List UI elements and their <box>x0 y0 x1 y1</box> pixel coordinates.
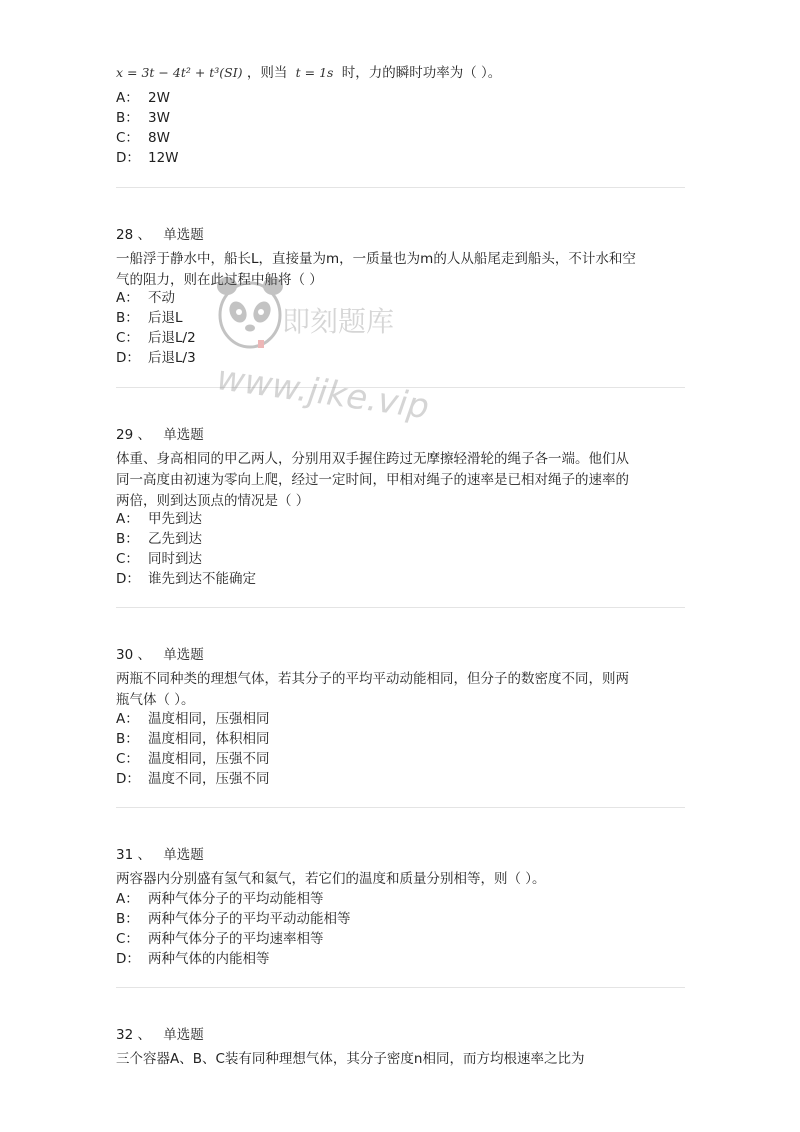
question-number: 31 、 <box>116 847 151 863</box>
question-30-option-b[interactable] <box>116 729 270 749</box>
question-30-stem <box>116 669 686 711</box>
option-text: 后退L <box>148 310 183 326</box>
question-29-header <box>116 425 204 445</box>
stem-line: 同一高度由初速为零向上爬，经过一定时间，甲相对绳子的速率是已相对绳子的速率的 <box>116 472 629 488</box>
intro-line <box>116 63 501 83</box>
question-number: 28 、 <box>116 227 151 243</box>
question-type: 单选题 <box>163 647 204 663</box>
option-key: D： <box>116 150 140 166</box>
stem-line: 瓶气体（ ）。 <box>116 692 195 708</box>
intro-mid-text: ，则当 <box>246 65 288 81</box>
intro-time: t = 1s <box>295 65 334 80</box>
option-text: 温度相同，体积相同 <box>148 731 270 747</box>
stem-line: 两倍，则到达顶点的情况是（ ） <box>116 493 310 509</box>
question-31-option-a[interactable] <box>116 889 324 909</box>
intro-tail: 时，力的瞬时功率为（ ）。 <box>341 65 502 81</box>
question-28-option-b[interactable] <box>116 308 183 328</box>
question-type: 单选题 <box>163 847 204 863</box>
watermark-brand: 即刻题库 <box>282 305 395 338</box>
option-key: B： <box>116 531 139 547</box>
intro-option-d[interactable] <box>116 148 179 168</box>
watermark <box>210 270 432 428</box>
question-30-option-c[interactable] <box>116 749 270 769</box>
question-30-header <box>116 645 204 665</box>
option-key: D： <box>116 350 140 366</box>
question-number: 32 、 <box>116 1027 151 1043</box>
question-number: 30 、 <box>116 647 151 663</box>
option-key: B： <box>116 110 139 126</box>
intro-option-a[interactable] <box>116 88 170 108</box>
option-text: 2W <box>148 90 170 106</box>
stem-line: 两容器内分别盛有氢气和氦气，若它们的温度和质量分别相等，则（ ）。 <box>116 871 546 887</box>
option-text: 不动 <box>148 290 175 306</box>
question-type: 单选题 <box>163 427 204 443</box>
option-key: A： <box>116 511 139 527</box>
option-key: A： <box>116 90 139 106</box>
intro-option-c[interactable] <box>116 128 170 148</box>
divider <box>116 387 685 388</box>
question-32-header <box>116 1025 204 1045</box>
watermark-url: www.jike.vip <box>214 358 432 428</box>
option-key: B： <box>116 911 139 927</box>
divider <box>116 607 685 608</box>
stem-line: 两瓶不同种类的理想气体，若其分子的平均平动动能相同，但分子的数密度不同，则两 <box>116 671 629 687</box>
option-key: A： <box>116 891 139 907</box>
divider <box>116 187 685 188</box>
option-key: C： <box>116 751 139 767</box>
question-31-option-c[interactable] <box>116 929 324 949</box>
question-31-stem <box>116 869 686 890</box>
question-30-option-a[interactable] <box>116 709 270 729</box>
question-type: 单选题 <box>163 227 204 243</box>
option-text: 两种气体的内能相等 <box>148 951 270 967</box>
question-29-option-d[interactable] <box>116 569 256 589</box>
option-text: 温度相同，压强相同 <box>148 711 270 727</box>
option-text: 后退L/2 <box>148 330 196 346</box>
option-text: 甲先到达 <box>148 511 202 527</box>
question-30-option-d[interactable] <box>116 769 270 789</box>
question-28-stem <box>116 249 686 291</box>
question-31-header <box>116 845 204 865</box>
option-key: C： <box>116 330 139 346</box>
option-text: 同时到达 <box>148 551 202 567</box>
option-key: A： <box>116 290 139 306</box>
question-32-stem <box>116 1049 686 1070</box>
question-29-stem <box>116 449 686 512</box>
option-text: 温度不同，压强不同 <box>148 771 270 787</box>
question-28-option-a[interactable] <box>116 288 175 308</box>
option-key: B： <box>116 731 139 747</box>
stem-line: 体重、身高相同的甲乙两人，分别用双手握住跨过无摩擦轻滑轮的绳子各一端。他们从 <box>116 451 629 467</box>
question-29-option-b[interactable] <box>116 529 202 549</box>
option-key: B： <box>116 310 139 326</box>
option-key: C： <box>116 551 139 567</box>
question-31-option-d[interactable] <box>116 949 270 969</box>
option-text: 后退L/3 <box>148 350 196 366</box>
question-28-option-d[interactable] <box>116 348 196 368</box>
question-29-option-a[interactable] <box>116 509 202 529</box>
stem-line: 一船浮于静水中，船长L，直接量为m，一质量也为m的人从船尾走到船头，不计水和空 <box>116 251 636 267</box>
option-key: A： <box>116 711 139 727</box>
option-text: 两种气体分子的平均平动动能相等 <box>148 911 351 927</box>
option-text: 乙先到达 <box>148 531 202 547</box>
option-text: 温度相同，压强不同 <box>148 751 270 767</box>
option-key: C： <box>116 130 139 146</box>
option-text: 两种气体分子的平均动能相等 <box>148 891 324 907</box>
option-text: 两种气体分子的平均速率相等 <box>148 931 324 947</box>
option-key: D： <box>116 771 140 787</box>
question-29-option-c[interactable] <box>116 549 202 569</box>
question-28-option-c[interactable] <box>116 328 196 348</box>
question-28-header <box>116 225 204 245</box>
question-number: 29 、 <box>116 427 151 443</box>
intro-formula: x = 3t − 4t² + t³(SI) <box>116 65 243 80</box>
stem-line: 气的阻力，则在此过程中船将（ ） <box>116 272 323 288</box>
option-text: 谁先到达不能确定 <box>148 571 256 587</box>
intro-option-b[interactable] <box>116 108 170 128</box>
question-type: 单选题 <box>163 1027 204 1043</box>
option-text: 3W <box>148 110 170 126</box>
option-key: C： <box>116 931 139 947</box>
divider <box>116 807 685 808</box>
divider <box>116 987 685 988</box>
stem-line: 三个容器A、B、C装有同种理想气体，其分子密度n相同，而方均根速率之比为 <box>116 1051 585 1067</box>
option-key: D： <box>116 951 140 967</box>
question-31-option-b[interactable] <box>116 909 351 929</box>
option-text: 12W <box>148 150 179 166</box>
option-text: 8W <box>148 130 170 146</box>
option-key: D： <box>116 571 140 587</box>
